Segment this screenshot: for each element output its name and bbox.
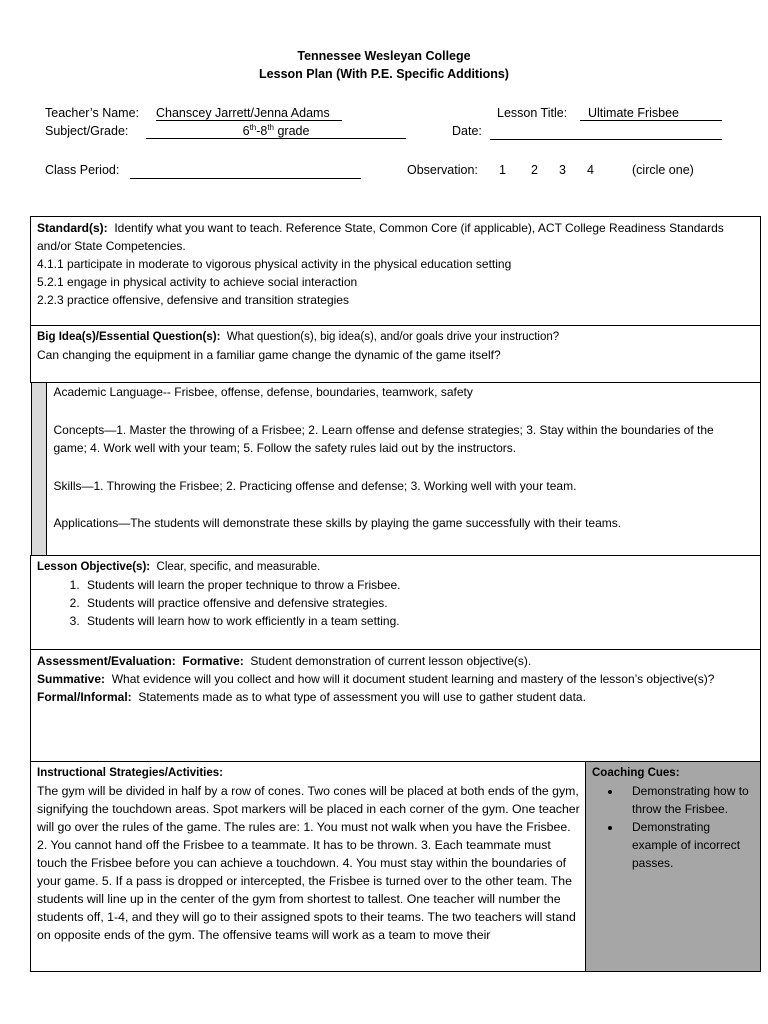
subject-grade-value: 6th-8th grade [146, 124, 406, 139]
big-idea-row [31, 326, 761, 383]
objective-item: 3. Students will learn how to work efficiently in a team setting. [83, 612, 754, 630]
instruction-label: Instructional Strategies/Activities: [37, 767, 223, 779]
observation-option-1: 1 [499, 163, 506, 177]
coaching-cue-item: • Demonstrating how to throw the Frisbee. [622, 782, 754, 818]
objective-item: 2. Students will practice offensive and defensive strategies. [83, 594, 754, 612]
standard-item: 2.2.3 practice offensive, defensive and transition strategies [37, 293, 349, 307]
class-period-field [130, 163, 361, 179]
lesson-title-value: Ultimate Frisbee [580, 106, 722, 121]
objectives-list [37, 576, 754, 630]
instruction-row [31, 762, 761, 972]
observation-option-3: 3 [559, 163, 566, 177]
academic-cell [31, 383, 761, 556]
standards-row [31, 217, 761, 326]
assessment-row [31, 650, 761, 762]
standard-item: 4.1.1 participate in moderate to vigorous physical activity in the physical education setting [37, 257, 512, 271]
objectives-label: Lesson Objective(s): [37, 561, 151, 573]
standards-label: Standard(s): [37, 221, 108, 235]
big-idea-prompt: What question(s), big idea(s), and/or goals drive your instruction? [226, 331, 560, 343]
date-field [490, 124, 722, 140]
objectives-row [31, 556, 761, 650]
summative-text: What evidence will you collect and how will it document student learning and mastery of the lesson’s objective(s)? [111, 672, 715, 686]
formal-informal-text: Statements made as to what type of assessment you will use to gather student data. [138, 690, 586, 704]
date-label: Date: [452, 124, 482, 138]
academic-skills: Skills—1. Throwing the Frisbee; 2. Practicing offense and defense; 3. Working well with your team. [53, 479, 577, 493]
coaching-cues-label: Coaching Cues: [592, 767, 680, 779]
observation-option-2: 2 [531, 163, 538, 177]
assessment-cell [31, 650, 761, 762]
subject-grade-label: Subject/Grade: [45, 124, 129, 138]
college-name: Tennessee Wesleyan College [297, 49, 471, 63]
assessment-label: Assessment/Evaluation: [37, 654, 176, 668]
academic-applications: Applications—The students will demonstrate these skills by playing the game successfully with their teams. [53, 516, 622, 530]
big-idea-cell [31, 326, 761, 383]
objectives-cell [31, 556, 761, 650]
plan-title: Lesson Plan (With P.E. Specific Additions) [259, 67, 509, 81]
objective-item: 1. Students will learn the proper technique to throw a Frisbee. [83, 576, 754, 594]
lesson-plan-table [30, 216, 761, 972]
instruction-cell [31, 762, 586, 972]
academic-side-bar [31, 383, 47, 555]
objectives-prompt: Clear, specific, and measurable. [156, 561, 321, 573]
teacher-name-label: Teacher’s Name: [45, 106, 140, 120]
observation-option-4: 4 [587, 163, 594, 177]
coaching-cues-list [592, 782, 754, 872]
formative-text: Student demonstration of current lesson objective(s). [250, 654, 532, 668]
academic-concepts: Concepts—1. Master the throwing of a Frisbee; 2. Learn offense and defense strategies; 3. Stay within the boundaries of the game; 4. Work well with your team; 5. Follow the safety rules laid out by the instructors. [53, 423, 714, 455]
coaching-cues-cell [586, 762, 761, 972]
standard-item: 5.2.1 engage in physical activity to achieve social interaction [37, 275, 358, 289]
big-idea-answer: Can changing the equipment in a familiar game change the dynamic of the game itself? [37, 348, 501, 362]
coaching-cue-item: • Demonstrating example of incorrect passes. [622, 818, 754, 872]
formative-label: Formative: [182, 654, 244, 668]
lesson-title-label: Lesson Title: [497, 106, 568, 120]
teacher-name-value: Chanscey Jarrett/Jenna Adams [156, 106, 342, 121]
academic-language: Academic Language-- Frisbee, offense, defense, boundaries, teamwork, safety [53, 385, 473, 399]
summative-label: Summative: [37, 672, 106, 686]
circle-one-note: (circle one) [632, 163, 694, 177]
big-idea-label: Big Idea(s)/Essential Question(s): [37, 331, 221, 343]
academic-row [31, 383, 761, 556]
standards-prompt: Identify what you want to teach. Reference State, Common Core (if applicable), ACT College Readiness Standards and/or State Competencies. [37, 221, 724, 253]
class-period-label: Class Period: [45, 163, 120, 177]
observation-label: Observation: [407, 163, 478, 177]
instruction-text: The gym will be divided in half by a row of cones. Two cones will be placed at both ends of the gym, signifying the touchdown areas. Spot markers will be placed in each corner of the gym. One teacher will go over the rules of the game. The rules are: 1. You must not walk when you have the Frisbee. 2. You cannot hand off the Frisbee to a teammate. It has to be thrown. 3. Each teammate must touch the Frisbee before you can achieve a touchdown. 4. You must stay within the boundaries of your game. 5. If a pass is dropped or intercepted, the Frisbee is turned over to the other team. The students will line up in the center of the gym from shortest to tallest. One teacher will number the students off, 1-4, and they will go to their assigned spots to their teams. The two teachers will stand on opposite ends of the gym. The offensive teams will work as a team to move their [37, 784, 580, 942]
standards-cell [31, 217, 761, 326]
formal-informal-label: Formal/Informal: [37, 690, 132, 704]
